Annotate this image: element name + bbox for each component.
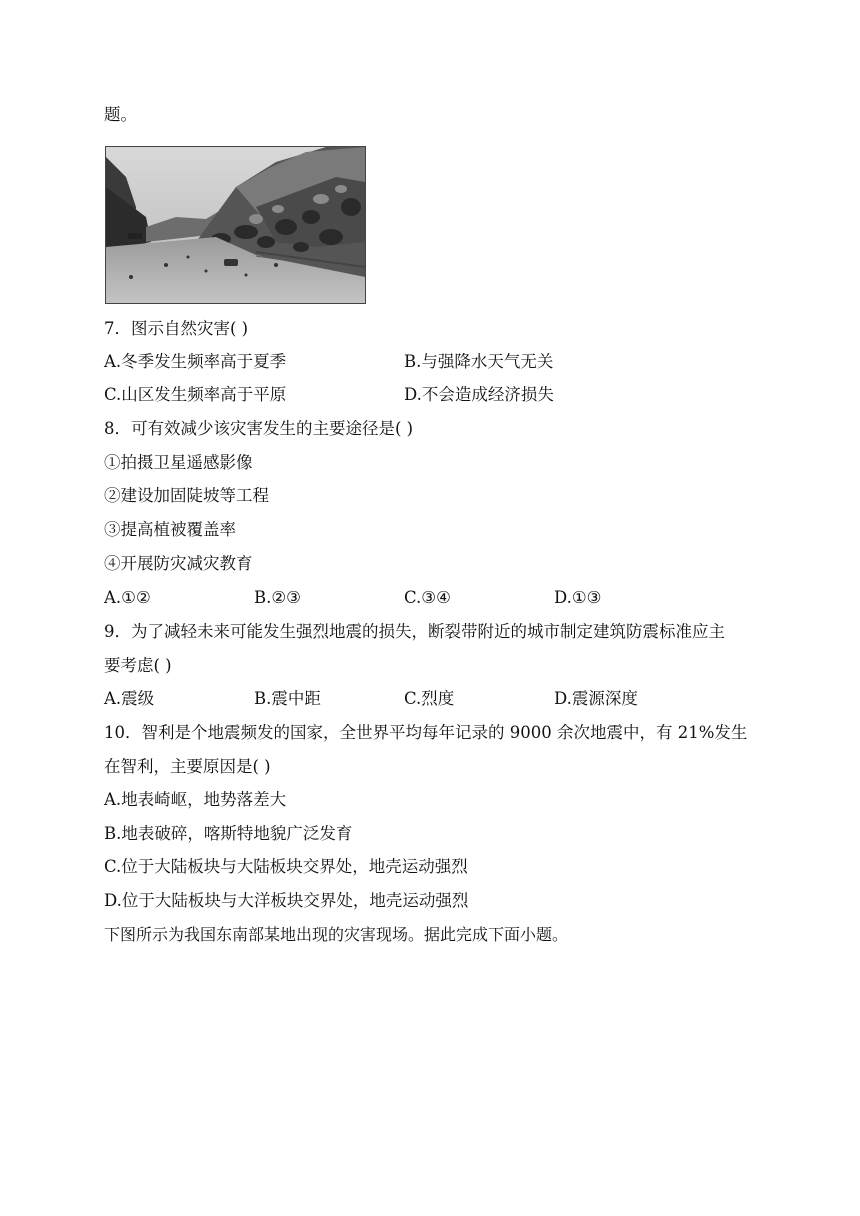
q7-option-c: C.山区发生频率高于平原 (104, 385, 287, 404)
q10-stem-line1: 10．智利是个地震频发的国家，全世界平均每年记录的 9000 余次地震中，有 21%发生 (104, 723, 748, 742)
q9-option-d: D.震源深度 (554, 689, 638, 708)
intro-tail: 题。 (104, 105, 137, 124)
q10-option-d: D.位于大陆板块与大洋板块交界处，地壳运动强烈 (104, 891, 469, 910)
q10-option-c: C.位于大陆板块与大陆板块交界处，地壳运动强烈 (104, 857, 468, 876)
q7-option-d: D.不会造成经济损失 (404, 385, 554, 404)
next-group-intro: 下图所示为我国东南部某地出现的灾害现场。据此完成下面小题。 (104, 925, 569, 944)
q10-option-a: A.地表崎岖，地势落差大 (104, 790, 287, 809)
q9-stem-line1: 9．为了减轻未来可能发生强烈地震的损失，断裂带附近的城市制定建筑防震标准应主 (104, 622, 725, 641)
q8-item-4: ④开展防灾减灾教育 (104, 554, 253, 573)
q8-option-c: C.③④ (404, 588, 451, 607)
q8-item-2: ②建设加固陡坡等工程 (104, 486, 269, 505)
q8-option-b: B.②③ (254, 588, 301, 607)
q8-item-1: ①拍摄卫星遥感影像 (104, 453, 253, 472)
q8-option-a: A.①② (104, 588, 151, 607)
q8-stem: 8．可有效减少该灾害发生的主要途径是( ) (104, 419, 414, 438)
q10-option-b: B.地表破碎，喀斯特地貌广泛发育 (104, 824, 353, 843)
q8-option-d: D.①③ (554, 588, 602, 607)
q8-item-3: ③提高植被覆盖率 (104, 520, 236, 539)
q9-option-b: B.震中距 (254, 689, 321, 708)
landslide-photo (105, 146, 366, 304)
q9-option-c: C.烈度 (404, 689, 455, 708)
q9-option-a: A.震级 (104, 689, 155, 708)
q7-option-a: A.冬季发生频率高于夏季 (104, 352, 287, 371)
q9-stem-line2: 要考虑( ) (104, 656, 172, 675)
q7-option-b: B.与强降水天气无关 (404, 352, 554, 371)
q7-stem: 7．图示自然灾害( ) (104, 319, 249, 338)
q10-stem-line2: 在智利，主要原因是( ) (104, 757, 271, 776)
